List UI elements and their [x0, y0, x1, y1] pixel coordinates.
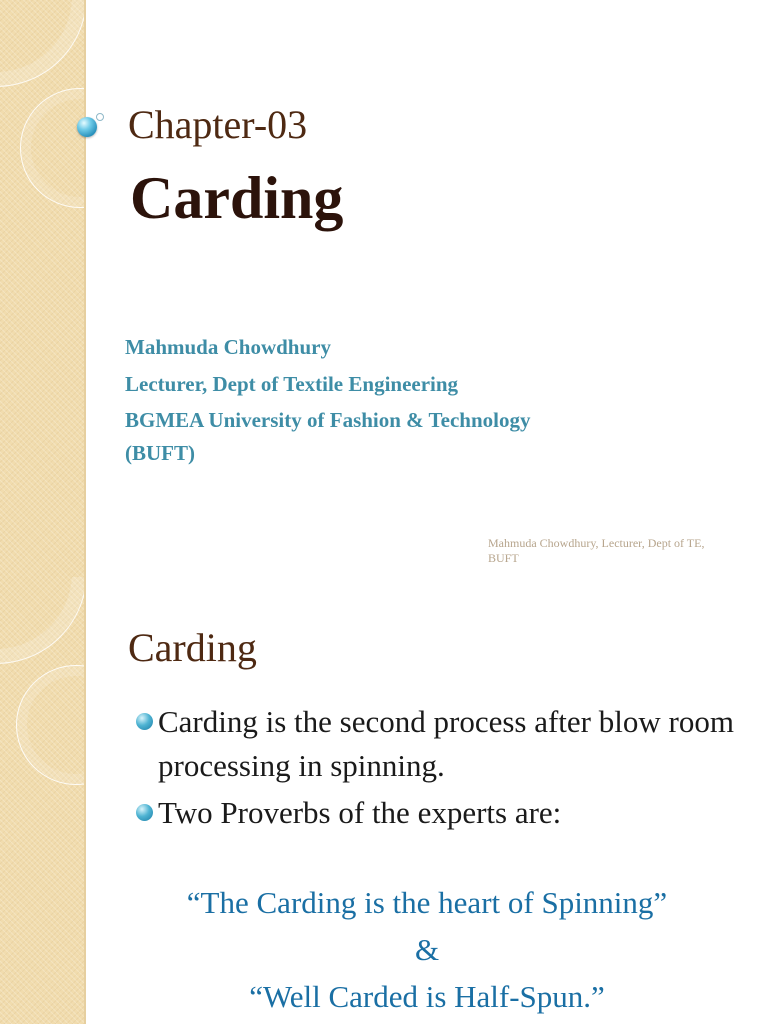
- author-university: BGMEA University of Fashion & Technology: [125, 408, 531, 432]
- small-circle-icon: [96, 113, 104, 121]
- bullet-list: [134, 700, 754, 838]
- bullet-dot-icon: [136, 804, 153, 821]
- bullet-text: Carding is the second process after blow room processing in spinning.: [158, 704, 734, 783]
- author-university-abbr: (BUFT): [125, 440, 195, 465]
- bullet-text: Two Proverbs of the experts are:: [158, 795, 562, 830]
- bullet-item: [134, 700, 754, 788]
- decorative-ring: [16, 665, 84, 785]
- bullet-item: [134, 791, 754, 835]
- band-edge-line: [84, 0, 86, 577]
- author-position: Lecturer, Dept of Textile Engineering: [125, 371, 459, 396]
- decorative-side-band: [0, 577, 84, 1024]
- chapter-label: Chapter-03: [128, 102, 308, 147]
- orb-bullet-icon: [77, 117, 97, 137]
- decorative-ring: [0, 0, 84, 87]
- proverb-quote-1: “The Carding is the heart of Spinning”: [186, 885, 668, 920]
- slide-title-text: Carding: [130, 165, 344, 231]
- decorative-ring: [0, 577, 84, 664]
- author-name: Mahmuda Chowdhury: [125, 335, 331, 359]
- decorative-side-band: [0, 0, 84, 577]
- ampersand-separator: &: [414, 932, 440, 967]
- bullet-dot-icon: [136, 713, 153, 730]
- slide-heading: Carding: [128, 625, 257, 670]
- slide-content: [0, 577, 768, 1024]
- slide-footer: Mahmuda Chowdhury, Lecturer, Dept of TE, BUFT: [488, 536, 705, 565]
- proverb-quote-2: “Well Carded is Half-Spun.”: [249, 979, 605, 1014]
- author-block: [125, 329, 685, 467]
- decorative-ring: [20, 88, 84, 208]
